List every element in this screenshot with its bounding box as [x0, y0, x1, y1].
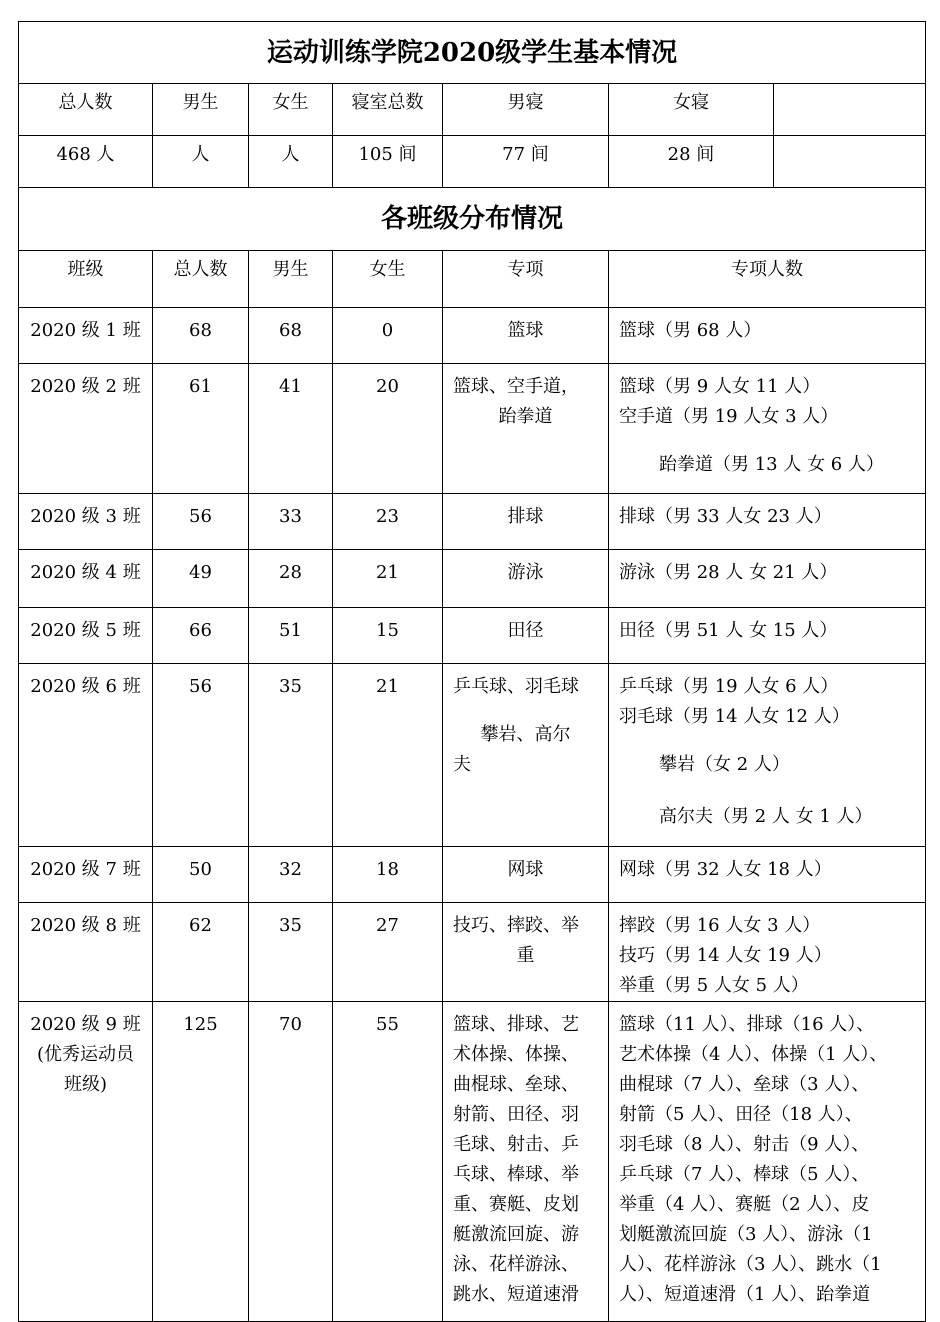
cell-line: 夫 — [453, 754, 471, 775]
major-cell — [443, 550, 609, 608]
cell-line: 班级) — [63, 1074, 108, 1095]
cell-line: 游泳 — [507, 562, 544, 583]
female-count-cell: 0 — [333, 308, 443, 364]
major-counts-cell — [609, 608, 926, 664]
major-cell — [443, 664, 609, 847]
class-name-cell — [19, 308, 153, 364]
cell-line: 划艇激流回旋（3 人）、游泳（1 — [619, 1224, 873, 1245]
total-count-cell: 68 — [153, 308, 249, 364]
male-count-cell: 41 — [249, 364, 333, 494]
cell-line: 泳、花样游泳、 — [453, 1254, 579, 1275]
summary-header-empty — [774, 84, 926, 136]
class-name-cell — [19, 550, 153, 608]
total-count-cell: 50 — [153, 847, 249, 903]
cell-line: 乒乓球（男 19 人女 6 人） — [619, 676, 839, 697]
cell-line: 2020 级 4 班 — [30, 562, 141, 583]
female-count-cell: 18 — [333, 847, 443, 903]
major-counts-cell — [609, 903, 926, 1002]
section-title: 各班级分布情况 — [19, 188, 926, 251]
summary-value-male-dorms: 77 间 — [443, 136, 609, 188]
cell-line: 篮球、空手道， — [453, 376, 579, 397]
major-counts-cell — [609, 550, 926, 608]
summary-header-total: 总人数 — [19, 84, 153, 136]
table-row — [19, 1002, 926, 1322]
table-row — [19, 903, 926, 1002]
table-row — [19, 664, 926, 847]
female-count-cell: 15 — [333, 608, 443, 664]
class-name-cell — [19, 847, 153, 903]
cell-line: 田径 — [507, 620, 544, 641]
class-name-cell — [19, 494, 153, 550]
table-row — [19, 847, 926, 903]
male-count-cell: 33 — [249, 494, 333, 550]
total-count-cell: 49 — [153, 550, 249, 608]
total-count-cell: 125 — [153, 1002, 249, 1322]
summary-header-male-dorms: 男寝 — [443, 84, 609, 136]
major-counts-cell — [609, 847, 926, 903]
table-row — [19, 494, 926, 550]
female-count-cell: 21 — [333, 664, 443, 847]
cell-line: 篮球（男 68 人） — [619, 320, 762, 341]
summary-header-female: 女生 — [249, 84, 333, 136]
student-info-table — [18, 21, 926, 1322]
major-counts-cell — [609, 308, 926, 364]
cell-line: 羽毛球（男 14 人女 12 人） — [619, 706, 850, 727]
class-name-cell — [19, 608, 153, 664]
female-count-cell: 23 — [333, 494, 443, 550]
cell-line: 排球 — [507, 506, 544, 527]
class-name-cell — [19, 664, 153, 847]
total-count-cell: 61 — [153, 364, 249, 494]
male-count-cell: 32 — [249, 847, 333, 903]
male-count-cell: 28 — [249, 550, 333, 608]
female-count-cell: 21 — [333, 550, 443, 608]
major-cell — [443, 364, 609, 494]
cell-line: 网球（男 32 人女 18 人） — [619, 859, 832, 880]
total-count-cell: 62 — [153, 903, 249, 1002]
major-cell — [443, 608, 609, 664]
total-count-cell: 56 — [153, 494, 249, 550]
cell-line: 篮球、排球、艺 — [453, 1014, 579, 1035]
cell-line: 2020 级 8 班 — [30, 915, 141, 936]
major-cell — [443, 494, 609, 550]
female-count-cell: 20 — [333, 364, 443, 494]
cell-line: 乒乓球（7 人）、棒球（5 人）、 — [619, 1164, 870, 1185]
cell-line: 人）、花样游泳（3 人）、跳水（1 — [619, 1254, 882, 1275]
male-count-cell: 35 — [249, 903, 333, 1002]
cell-line: 乒乓球、羽毛球 — [453, 676, 579, 697]
cell-line: 跆拳道 — [498, 406, 553, 427]
summary-header-female-dorms: 女寝 — [609, 84, 774, 136]
major-counts-cell — [609, 494, 926, 550]
cell-line: 篮球（11 人）、排球（16 人）、 — [619, 1014, 875, 1035]
table-row — [19, 364, 926, 494]
cell-line: 人）、短道速滑（1 人）、跆拳道 — [619, 1284, 871, 1305]
class-name-cell — [19, 1002, 153, 1322]
cell-line: 跳水、短道速滑 — [453, 1284, 579, 1305]
cell-line: 网球 — [507, 859, 544, 880]
column-header-major-counts: 专项人数 — [609, 251, 926, 308]
class-rows — [19, 308, 926, 1322]
major-cell — [443, 1002, 609, 1322]
column-header-female: 女生 — [333, 251, 443, 308]
cell-line: 羽毛球（8 人）、射击（9 人）、 — [619, 1134, 870, 1155]
column-header-class: 班级 — [19, 251, 153, 308]
major-cell — [443, 847, 609, 903]
female-count-cell: 55 — [333, 1002, 443, 1322]
cell-line: 空手道（男 19 人女 3 人） — [619, 406, 839, 427]
cell-line: 2020 级 9 班 — [30, 1014, 141, 1035]
cell-line: 2020 级 6 班 — [30, 676, 141, 697]
summary-value-empty — [774, 136, 926, 188]
cell-line: 2020 级 2 班 — [30, 376, 141, 397]
column-header-major: 专项 — [443, 251, 609, 308]
table-row — [19, 550, 926, 608]
major-counts-cell — [609, 1002, 926, 1322]
summary-header-male: 男生 — [153, 84, 249, 136]
major-cell — [443, 308, 609, 364]
cell-line: 术体操、体操、 — [453, 1044, 579, 1065]
cell-line: 篮球 — [507, 320, 544, 341]
cell-line: 举重（4 人）、赛艇（2 人）、皮 — [619, 1194, 870, 1215]
major-cell — [443, 903, 609, 1002]
major-counts-cell — [609, 364, 926, 494]
male-count-cell: 51 — [249, 608, 333, 664]
male-count-cell: 35 — [249, 664, 333, 847]
cell-line: 2020 级 3 班 — [30, 506, 141, 527]
cell-line: 技巧（男 14 人女 19 人） — [619, 945, 832, 966]
table-row — [19, 308, 926, 364]
cell-line: 毛球、射击、乒 — [453, 1134, 579, 1155]
cell-line: 2020 级 5 班 — [30, 620, 141, 641]
class-name-cell — [19, 903, 153, 1002]
cell-line: 艺术体操（4 人）、体操（1 人）、 — [619, 1044, 888, 1065]
total-count-cell: 66 — [153, 608, 249, 664]
cell-line: 跆拳道（男 13 人 女 6 人） — [659, 454, 884, 475]
cell-line: 重 — [516, 945, 535, 966]
cell-line: 艇激流回旋、游 — [453, 1224, 579, 1245]
cell-line: 排球（男 33 人女 23 人） — [619, 506, 832, 527]
summary-value-total: 468 人 — [19, 136, 153, 188]
cell-line: 摔跤（男 16 人女 3 人） — [619, 915, 821, 936]
total-count-cell: 56 — [153, 664, 249, 847]
major-counts-cell — [609, 664, 926, 847]
cell-line: 田径（男 51 人 女 15 人） — [619, 620, 838, 641]
cell-line: 曲棍球、垒球、 — [453, 1074, 579, 1095]
male-count-cell: 70 — [249, 1002, 333, 1322]
cell-line: 技巧、摔跤、举 — [453, 915, 579, 936]
summary-value-female: 人 — [249, 136, 333, 188]
cell-line: 射箭、田径、羽 — [453, 1104, 579, 1125]
cell-line: 攀岩（女 2 人） — [659, 754, 790, 775]
cell-line: 举重（男 5 人女 5 人） — [619, 975, 809, 996]
cell-line: 篮球（男 9 人女 11 人） — [619, 376, 821, 397]
cell-line: 乓球、棒球、举 — [453, 1164, 579, 1185]
summary-value-male: 人 — [153, 136, 249, 188]
cell-line: 游泳（男 28 人 女 21 人） — [619, 562, 838, 583]
male-count-cell: 68 — [249, 308, 333, 364]
cell-line: (优秀运动员 — [36, 1044, 135, 1065]
cell-line: 射箭（5 人）、田径（18 人）、 — [619, 1104, 863, 1125]
summary-header-dorms: 寝室总数 — [333, 84, 443, 136]
summary-value-female-dorms: 28 间 — [609, 136, 774, 188]
summary-value-dorms: 105 间 — [333, 136, 443, 188]
document-title: 运动训练学院2020级学生基本情况 — [19, 22, 926, 84]
class-name-cell — [19, 364, 153, 494]
cell-line: 重、赛艇、皮划 — [453, 1194, 579, 1215]
cell-line: 高尔夫（男 2 人 女 1 人） — [659, 806, 873, 827]
cell-line: 2020 级 7 班 — [30, 859, 141, 880]
cell-line: 曲棍球（7 人）、垒球（3 人）、 — [619, 1074, 870, 1095]
cell-line: 2020 级 1 班 — [30, 320, 141, 341]
column-header-total: 总人数 — [153, 251, 249, 308]
table-row — [19, 608, 926, 664]
female-count-cell: 27 — [333, 903, 443, 1002]
column-header-male: 男生 — [249, 251, 333, 308]
cell-line: 攀岩、高尔 — [480, 724, 571, 745]
